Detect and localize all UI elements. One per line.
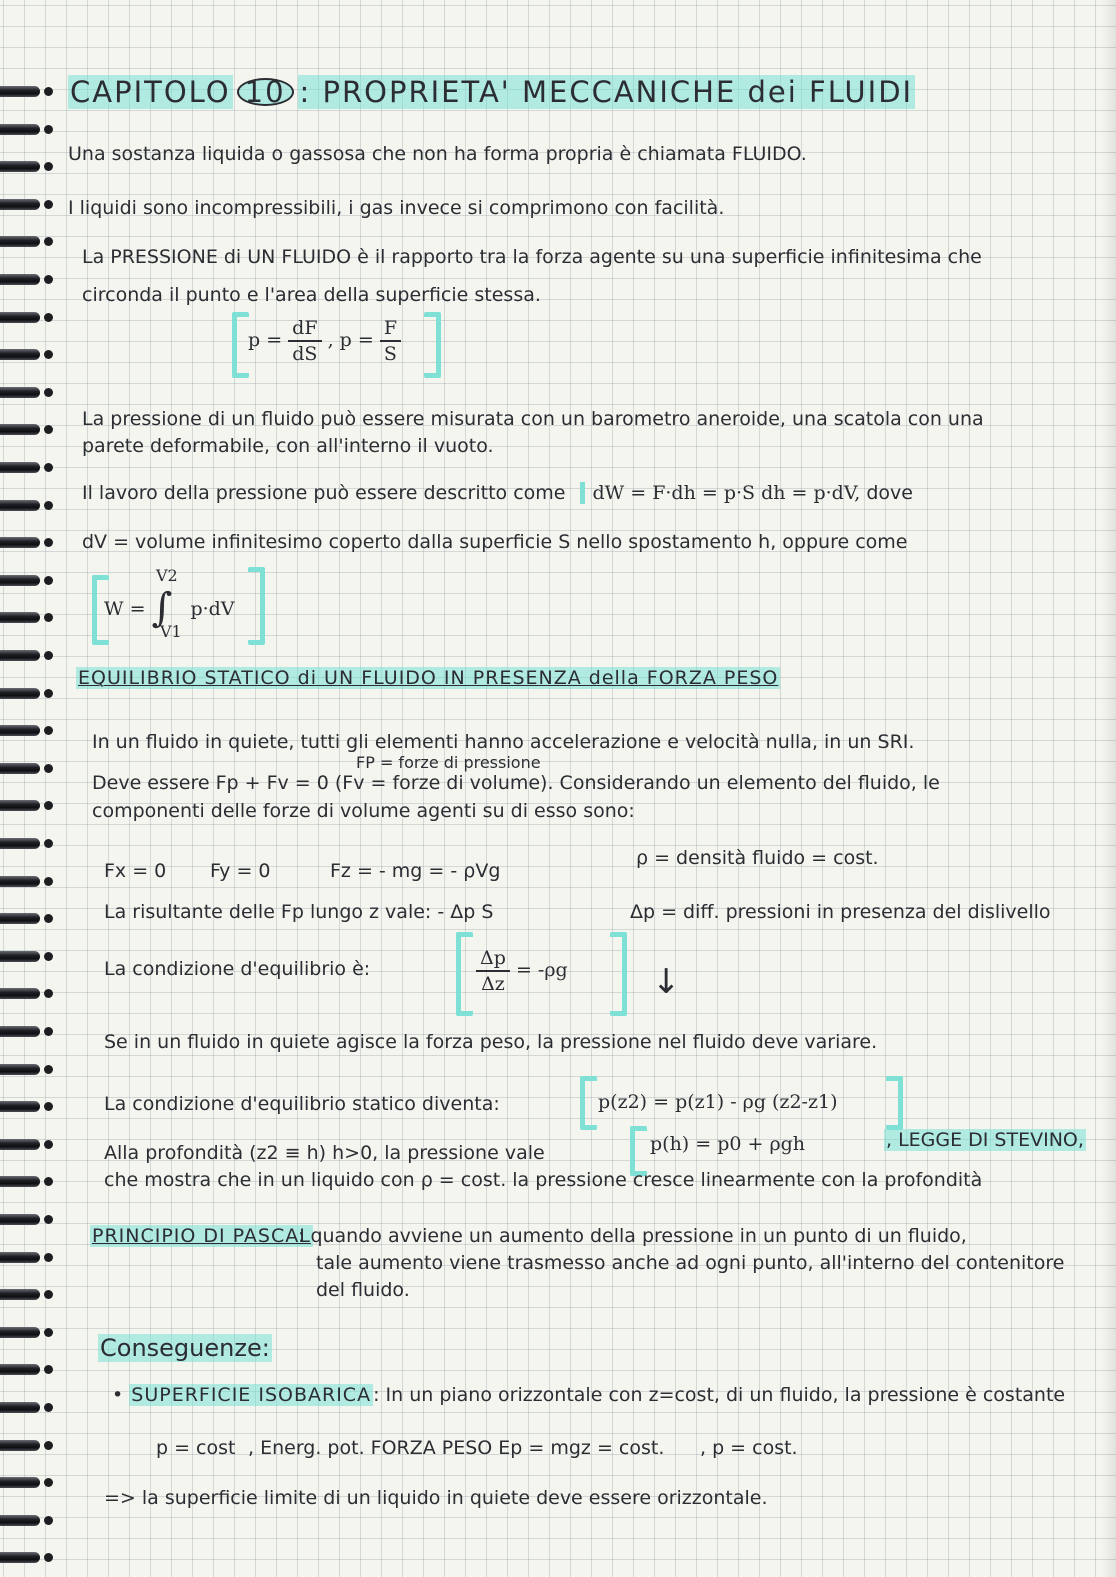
static-condition-text: La condizione d'equilibrio statico diventa:: [104, 1093, 500, 1115]
binding-hole: [44, 1290, 53, 1299]
binding-hole: [44, 1253, 53, 1262]
integral-lhs: W =: [104, 598, 146, 620]
spiral-ring: [0, 312, 40, 323]
text-line-barometer-2: parete deformabile, con all'interno il vuoto.: [82, 435, 494, 457]
binding-hole: [44, 1027, 53, 1036]
page-edge-shadow: [1102, 0, 1116, 1577]
spiral-ring: [0, 424, 40, 435]
spiral-ring: [0, 876, 40, 887]
consequences-heading: [98, 1336, 272, 1360]
binding-hole: [44, 1140, 53, 1149]
spiral-ring: [0, 725, 40, 736]
spiral-ring: [0, 274, 40, 285]
binding-hole: [44, 839, 53, 848]
isobaric-cost: p = cost: [156, 1437, 236, 1459]
chapter-number: 10: [237, 78, 294, 106]
text-line-equilibrium-forces: Deve essere Fp + Fv = 0 (Fv = forze di volume). Considerando un elemento del fluido, le: [92, 772, 940, 794]
pascal-label: [90, 1224, 313, 1248]
text-line-work: [82, 481, 913, 505]
text-line-barometer-1: La pressione di un fluido può essere misurata con un barometro aneroide, una scatola con una: [82, 408, 984, 430]
integral-lower-limit: V1: [160, 622, 182, 641]
binding-hole: [44, 1516, 53, 1525]
work-end: dove: [866, 482, 913, 504]
spiral-ring: [0, 387, 40, 398]
binding-hole: [44, 200, 53, 209]
bullet: •: [112, 1384, 124, 1406]
binding-hole: [44, 764, 53, 773]
binding-hole: [44, 237, 53, 246]
text-line-pressure-def-1: La PRESSIONE di UN FLUIDO è il rapporto tra la forza agente su una superficie infinitesima che: [82, 246, 982, 268]
binding-hole: [44, 914, 53, 923]
component-fz: Fz = - mg = - ρVg: [330, 860, 501, 882]
spiral-ring: [0, 763, 40, 774]
spiral-ring: [0, 1252, 40, 1263]
binding-hole: [44, 1441, 53, 1450]
binding-hole: [44, 613, 53, 622]
binding-hole: [44, 1065, 53, 1074]
binding-hole: [44, 538, 53, 547]
equilibrium-bracket-left: [456, 932, 473, 1016]
down-arrow-icon: ↓: [652, 962, 681, 1002]
text-line-weight-force: Se in un fluido in quiete agisce la forza peso, la pressione nel fluido deve variare.: [104, 1031, 878, 1053]
text-line-compressibility: I liquidi sono incompressibili, i gas invece si comprimono con facilità.: [68, 197, 725, 219]
spiral-ring: [0, 1214, 40, 1225]
binding-hole: [44, 651, 53, 660]
spiral-ring: [0, 1440, 40, 1451]
spiral-ring: [0, 124, 40, 135]
equilibrium-rhs: = -ρg: [515, 959, 568, 981]
formula-pressure-lhs: p =: [248, 329, 283, 351]
component-fy: Fy = 0: [210, 860, 271, 882]
text-line-pressure-def-2: circonda il punto e l'area della superficie stessa.: [82, 284, 541, 306]
pascal-label-text: PRINCIPIO DI PASCAL: [92, 1225, 311, 1247]
equilibrium-formula: [476, 946, 568, 996]
binding-hole: [44, 576, 53, 585]
chapter-prefix: CAPITOLO: [70, 75, 231, 109]
spiral-ring: [0, 1364, 40, 1375]
text-line-horizontal-surface: => la superficie limite di un liquido in quiete deve essere orizzontale.: [104, 1487, 768, 1509]
binding-hole: [44, 313, 53, 322]
pressure-difference-note: Δp = diff. pressioni in presenza del dislivello: [630, 901, 1051, 923]
note-pressure-forces: FP = forze di pressione: [356, 753, 541, 772]
binding-hole: [44, 801, 53, 810]
formula-pressure-den: dS: [292, 343, 318, 365]
spiral-ring: [0, 575, 40, 586]
spiral-ring: [0, 838, 40, 849]
spiral-ring: [0, 1026, 40, 1037]
pascal-text-1: : quando avviene un aumento della pressione in un punto di un fluido,: [298, 1225, 967, 1247]
stevino-law-label: , LEGGE DI STEVINO,: [886, 1129, 1084, 1151]
binding-hole: [44, 388, 53, 397]
binding-hole: [44, 1553, 53, 1562]
isobaric-pressure: , p = cost.: [700, 1437, 798, 1459]
text-line-depth: Alla profondità (z2 ≡ h) h>0, la pressione vale: [104, 1142, 545, 1164]
spiral-ring: [0, 500, 40, 511]
spiral-binding: [0, 0, 60, 1577]
integral-upper-limit: V2: [156, 566, 178, 585]
work-formula: dW = F·dh = p·S dh = p·dV,: [580, 482, 861, 504]
text-line-volume: dV = volume infinitesimo coperto dalla superficie S nello spostamento h, oppure come: [82, 531, 908, 553]
text-line-quiet-fluid: In un fluido in quiete, tutti gli elementi hanno accelerazione e velocità nulla, in un SRI.: [92, 731, 915, 753]
equilibrium-den: Δz: [481, 973, 505, 995]
spiral-ring: [0, 951, 40, 962]
section-heading: [76, 666, 780, 690]
spiral-ring: [0, 1552, 40, 1563]
binding-hole: [44, 1403, 53, 1412]
binding-hole: [44, 989, 53, 998]
stevino-formula: p(h) = p0 + ρgh: [650, 1133, 806, 1155]
binding-hole: [44, 877, 53, 886]
integral-bracket-right: [248, 567, 265, 645]
spiral-ring: [0, 612, 40, 623]
binding-hole: [44, 125, 53, 134]
binding-hole: [44, 1328, 53, 1337]
spiral-ring: [0, 1101, 40, 1112]
pascal-text-2: tale aumento viene trasmesso anche ad ogni punto, all'interno del contenitore: [316, 1252, 1065, 1274]
work-text: Il lavoro della pressione può essere descritto come: [82, 482, 566, 504]
spiral-ring: [0, 1477, 40, 1488]
formula-work-integral: [104, 566, 235, 641]
equilibrium-num: Δp: [476, 946, 510, 972]
formula-pressure-lhs-2: , p =: [327, 329, 374, 351]
formula-pressure-den-2: S: [383, 343, 397, 365]
binding-hole: [44, 350, 53, 359]
density-note: ρ = densità fluido = cost.: [636, 847, 879, 869]
stevino-law: [884, 1128, 1086, 1152]
binding-hole: [44, 1177, 53, 1186]
formula-pressure: [248, 316, 401, 366]
component-fx: Fx = 0: [104, 860, 167, 882]
binding-hole: [44, 1478, 53, 1487]
binding-hole: [44, 162, 53, 171]
spiral-ring: [0, 161, 40, 172]
static-formula: p(z2) = p(z1) - ρg (z2-z1): [598, 1091, 838, 1113]
binding-hole: [44, 689, 53, 698]
text-line-volume-components: componenti delle forze di volume agenti su di esso sono:: [92, 800, 635, 822]
spiral-ring: [0, 1289, 40, 1300]
text-line-linear-growth: che mostra che in un liquido con ρ = cost. la pressione cresce linearmente con la profondità: [104, 1169, 983, 1191]
chapter-heading: : PROPRIETA' MECCANICHE dei FLUIDI: [299, 75, 914, 109]
text-line-fluid-definition: Una sostanza liquida o gassosa che non ha forma propria è chiamata FLUIDO.: [68, 143, 807, 165]
binding-hole: [44, 1365, 53, 1374]
binding-hole: [44, 87, 53, 96]
spiral-ring: [0, 199, 40, 210]
formula-bracket-left: [232, 312, 249, 378]
equilibrium-condition-text: La condizione d'equilibrio è:: [104, 958, 371, 980]
binding-hole: [44, 275, 53, 284]
spiral-ring: [0, 1402, 40, 1413]
isobaric-energy: , Energ. pot. FORZA PESO Ep = mgz = cost.: [248, 1437, 665, 1459]
equilibrium-bracket-right: [610, 932, 627, 1016]
binding-hole: [44, 726, 53, 735]
spiral-ring: [0, 913, 40, 924]
consequences-heading-text: Conseguenze:: [100, 1334, 270, 1362]
binding-hole: [44, 501, 53, 510]
chapter-title: [68, 75, 915, 109]
spiral-ring: [0, 1064, 40, 1075]
pascal-text-3: del fluido.: [316, 1279, 410, 1301]
spiral-ring: [0, 349, 40, 360]
integral-sign: ∫: [151, 585, 173, 631]
integral-rhs: p·dV: [190, 598, 235, 620]
isobaric-text: : In un piano orizzontale con z=cost, di un fluido, la pressione è costante: [373, 1384, 1066, 1406]
section-heading-text: EQUILIBRIO STATICO di UN FLUIDO IN PRESENZA della FORZA PESO: [78, 667, 779, 689]
spiral-ring: [0, 1515, 40, 1526]
static-bracket-left: [580, 1076, 597, 1130]
binding-hole: [44, 463, 53, 472]
binding-hole: [44, 1215, 53, 1224]
binding-hole: [44, 1102, 53, 1111]
spiral-ring: [0, 1327, 40, 1338]
spiral-ring: [0, 650, 40, 661]
static-bracket-right: [886, 1076, 903, 1130]
text-line-resultant: La risultante delle Fp lungo z vale: - Δp S: [104, 901, 494, 923]
spiral-ring: [0, 1176, 40, 1187]
spiral-ring: [0, 236, 40, 247]
formula-pressure-num-2: F: [380, 316, 401, 342]
spiral-ring: [0, 1139, 40, 1150]
isobaric-label: SUPERFICIE ISOBARICA: [131, 1384, 372, 1406]
binding-hole: [44, 425, 53, 434]
spiral-ring: [0, 462, 40, 473]
spiral-ring: [0, 688, 40, 699]
spiral-ring: [0, 86, 40, 97]
isobaric-line: [112, 1383, 1065, 1407]
binding-hole: [44, 952, 53, 961]
text-line-static-condition: [104, 1092, 500, 1116]
formula-bracket-right: [424, 312, 441, 378]
spiral-ring: [0, 800, 40, 811]
spiral-ring: [0, 537, 40, 548]
formula-pressure-num: dF: [288, 316, 321, 342]
spiral-ring: [0, 988, 40, 999]
